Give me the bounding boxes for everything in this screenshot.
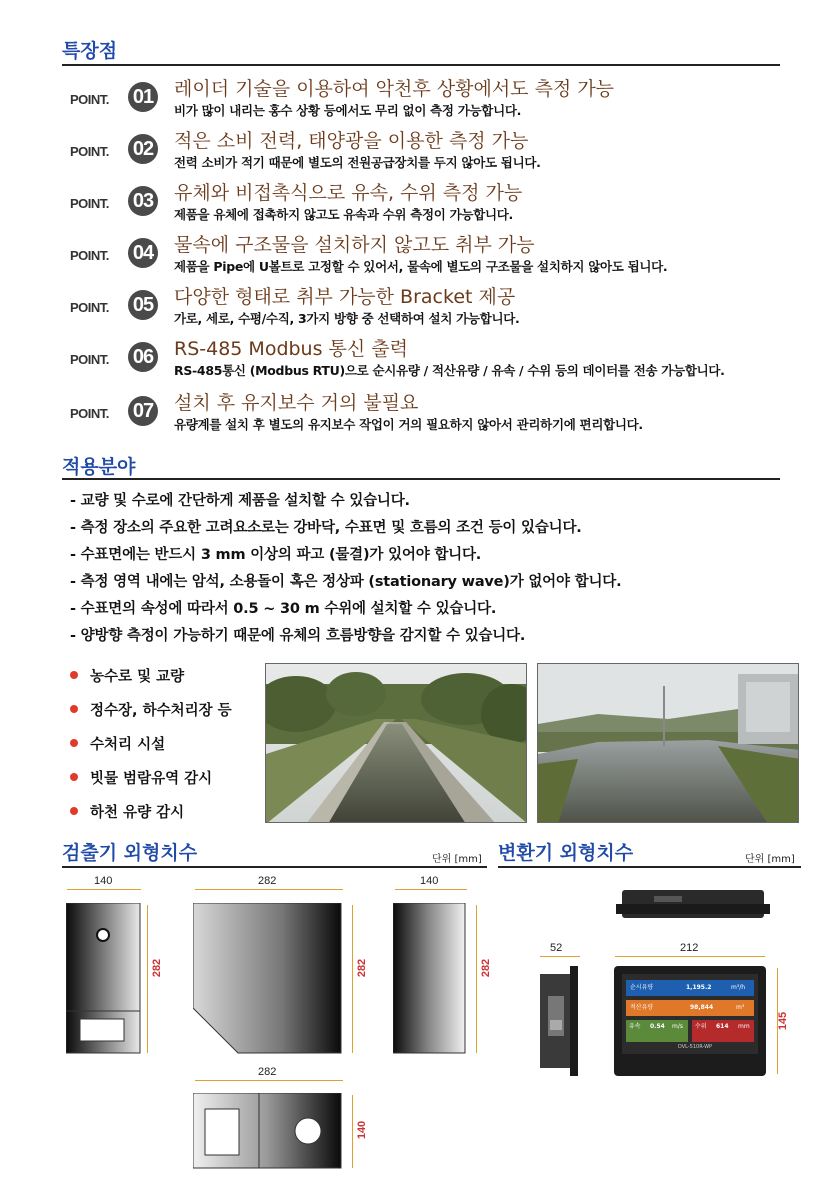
feature-point [70,78,790,128]
feature-point [70,234,790,284]
point-description: 제품을 Pipe에 U볼트로 고정할 수 있어서, 물속에 별도의 구조물을 설치하지 않아도 됩니다. [174,259,668,274]
converter-unit: 단위 [mm] [745,854,795,865]
point-title: 유체와 비접촉식으로 유속, 수위 측정 가능 [174,182,523,204]
point-title: 물속에 구조물을 설치하지 않고도 취부 가능 [174,234,535,256]
point-number-badge: 04 [128,238,158,268]
applications-item: - 측정 영역 내에는 암석, 소용돌이 혹은 정상파 (stationary wave)가 없어야 합니다. [70,574,622,590]
sensor-unit: 단위 [mm] [432,854,482,865]
point-label: POINT. [70,352,109,367]
feature-point [70,286,790,336]
applications-item: - 교량 및 수로에 간단하게 제품을 설치할 수 있습니다. [70,493,410,509]
converter-dims-title: 변환기 외형치수 [498,842,634,864]
applications-item: - 측정 장소의 주요한 고려요소로는 강바닥, 수표면 및 흐름의 조건 등이 있습니다. [70,520,582,536]
point-title: 설치 후 유지보수 거의 불필요 [174,392,419,414]
point-title: 레이더 기술을 이용하여 악천후 상황에서도 측정 가능 [174,78,615,100]
point-label: POINT. [70,196,109,211]
feature-point [70,182,790,232]
features-divider [62,64,780,66]
point-label: POINT. [70,300,109,315]
applications-title: 적용분야 [62,456,136,478]
point-description: 비가 많이 내리는 홍수 상황 등에서도 무리 없이 측정 가능합니다. [174,103,522,118]
point-description: 제품을 유체에 접촉하지 않고도 유속과 수위 측정이 가능합니다. [174,207,513,222]
applications-item: - 양방향 측정이 가능하기 때문에 유체의 흐름방향을 감지할 수 있습니다. [70,628,526,644]
river-photo [537,663,799,823]
point-description: RS-485통신 (Modbus RTU)으로 순시유량 / 적산유량 / 유속 / 수위 등의 데이터를 전송 가능합니다. [174,363,725,378]
sensor-dims-title: 검출기 외형치수 [62,842,198,864]
feature-point [70,392,790,442]
bullet-icon [70,773,78,781]
point-label: POINT. [70,144,109,159]
bullet-icon [70,705,78,713]
applications-divider [62,478,780,480]
point-number-badge: 02 [128,134,158,164]
field-item: 하천 유량 감시 [70,796,232,830]
canal-photo [265,663,527,823]
point-number-badge: 06 [128,342,158,372]
point-label: POINT. [70,406,109,421]
applications-list [70,488,770,650]
features-title: 특장점 [62,40,118,62]
point-description: 가로, 세로, 수평/수직, 3가지 방향 중 선택하여 설치 가능합니다. [174,311,520,326]
converter-display: 순시유량 1,195.2 m³/h 적산유량 98,844 m³ 유속 0.54 m/s 수위 614 mm DVL-510R-WP [614,966,766,1076]
point-number-badge: 07 [128,396,158,426]
point-label: POINT. [70,248,109,263]
point-title: 다양한 형태로 취부 가능한 Bracket 제공 [174,286,516,308]
field-item: 수처리 시설 [70,728,232,762]
applications-item: - 수표면의 속성에 따라서 0.5 ~ 30 m 수위에 설치할 수 있습니다. [70,601,497,617]
field-item: 농수로 및 교량 [70,660,232,694]
point-label: POINT. [70,92,109,107]
sensor-divider [62,866,487,868]
field-item: 빗물 범람유역 감시 [70,762,232,796]
field-item: 정수장, 하수처리장 등 [70,694,232,728]
point-number-badge: 01 [128,82,158,112]
point-description: 전력 소비가 적기 때문에 별도의 전원공급장치를 두지 않아도 됩니다. [174,155,541,170]
converter-divider [498,866,801,868]
bullet-icon [70,739,78,747]
point-number-badge: 05 [128,290,158,320]
point-title: RS-485 Modbus 통신 출력 [174,338,408,360]
point-number-badge: 03 [128,186,158,216]
feature-point [70,338,790,388]
fields-list [70,660,232,830]
feature-point [70,130,790,180]
applications-item: - 수표면에는 반드시 3 mm 이상의 파고 (물결)가 있어야 합니다. [70,547,482,563]
point-title: 적은 소비 전력, 태양광을 이용한 측정 가능 [174,130,529,152]
point-description: 유량계를 설치 후 별도의 유지보수 작업이 거의 필요하지 않아서 관리하기에 편리합니다. [174,417,643,432]
bullet-icon [70,671,78,679]
bullet-icon [70,807,78,815]
